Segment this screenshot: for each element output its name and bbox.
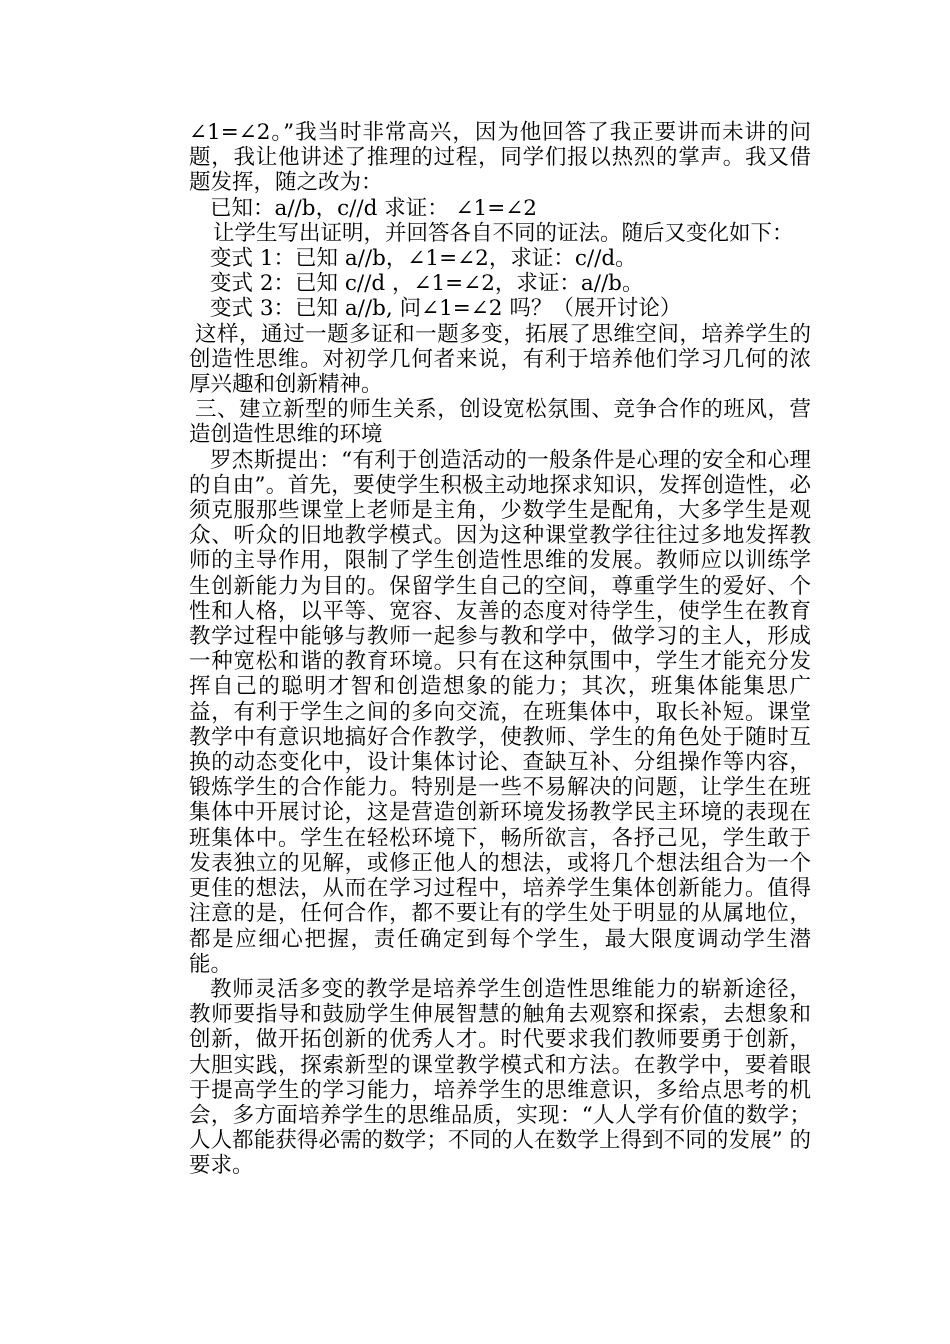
paragraph-proof-intro: ∠1=∠2。”我当时非常高兴，因为他回答了我正要讲而未讲的问题，我让他讲述了推理的过程，同学们报以热烈的掌声。我又借题发挥，随之改为： (189, 120, 811, 196)
paragraph-variant-1: 变式 1：已知 a//b，∠1=∠2，求证：c//d。 (210, 246, 637, 272)
paragraph-variant-2: 变式 2：已知 c//d ，∠1=∠2，求证：a//b。 (210, 271, 644, 297)
document-page (189, 120, 811, 1179)
paragraph-rogers: 罗杰斯提出：“有利于创造活动的一般条件是心理的安全和心理的自由”。首先，要使学生积极主动地探求知识，发挥创造性，必须克服那些课堂上老师是主角，少数学生是配角，大多学生是观众、听众的旧地教学模式。因为这种课堂教学往往过多地发挥教师的主导作用，限制了学生创造性思维的发展。教师应以训练学生创新能力为目的。保留学生自己的空间，尊重学生的爱好、个性和人格，以平等、宽容、友善的态度对待学生，使学生在教育教学过程中能够与教师一起参与教和学中，做学习的主人，形成一种宽松和谐的教育环境。只有在这种氛围中，学生才能充分发挥自己的聪明才智和创造想象的能力；其次，班集体能集思广益，有利于学生之间的多向交流，在班集体中，取长补短。课堂教学中有意识地搞好合作教学，使教师、学生的角色处于随时互换的动态变化中，设计集体讨论、查缺互补、分组操作等内容，锻炼学生的合作能力。特别是一些不易解决的问题，让学生在班集体中开展讨论，这是营造创新环境发扬教学民主环境的表现在班集体中。学生在轻松环境下，畅所欲言，各抒己见，学生敢于发表独立的见解，或修正他人的想法，或将几个想法组合为一个更佳的想法，从而在学习过程中，培养学生集体创新能力。值得注意的是，任何合作，都不要让有的学生处于明显的从属地位，都是应细心把握，责任确定到每个学生，最大限度调动学生潜能。 (189, 447, 811, 977)
paragraph-given-prove: 已知：a//b，c//d 求证： ∠1=∠2 (210, 195, 537, 221)
paragraph-student-proof: 让学生写出证明，并回答各自不同的证法。随后又变化如下： (213, 220, 794, 246)
paragraph-variant-3: 变式 3：已知 a//b, 问∠1=∠2 吗？（展开讨论） (210, 296, 682, 322)
section-heading-3: 三、建立新型的师生关系，创设宽松氛围、竞争合作的班风，营造创造性思维的环境 (189, 397, 811, 448)
paragraph-summary: 这样，通过一题多证和一题多变，拓展了思维空间，培养学生的创造性思维。对初学几何者来说，有利于培养他们学习几何的浓厚兴趣和创新精神。 (189, 321, 811, 398)
paragraph-conclusion: 教师灵活多变的教学是培养学生创造性思维能力的崭新途径，教师要指导和鼓励学生伸展智慧的触角去观察和探索，去想象和创新，做开拓创新的优秀人才。时代要求我们教师要勇于创新，大胆实践，探索新型的课堂教学模式和方法。在教学中，要着眼于提高学生的学习能力，培养学生的思维意识，多给点思考的机会，多方面培养学生的思维品质，实现：“人人学有价值的数学；人人都能获得必需的数学；不同的人在数学上得到不同的发展” 的要求。 (189, 976, 811, 1179)
